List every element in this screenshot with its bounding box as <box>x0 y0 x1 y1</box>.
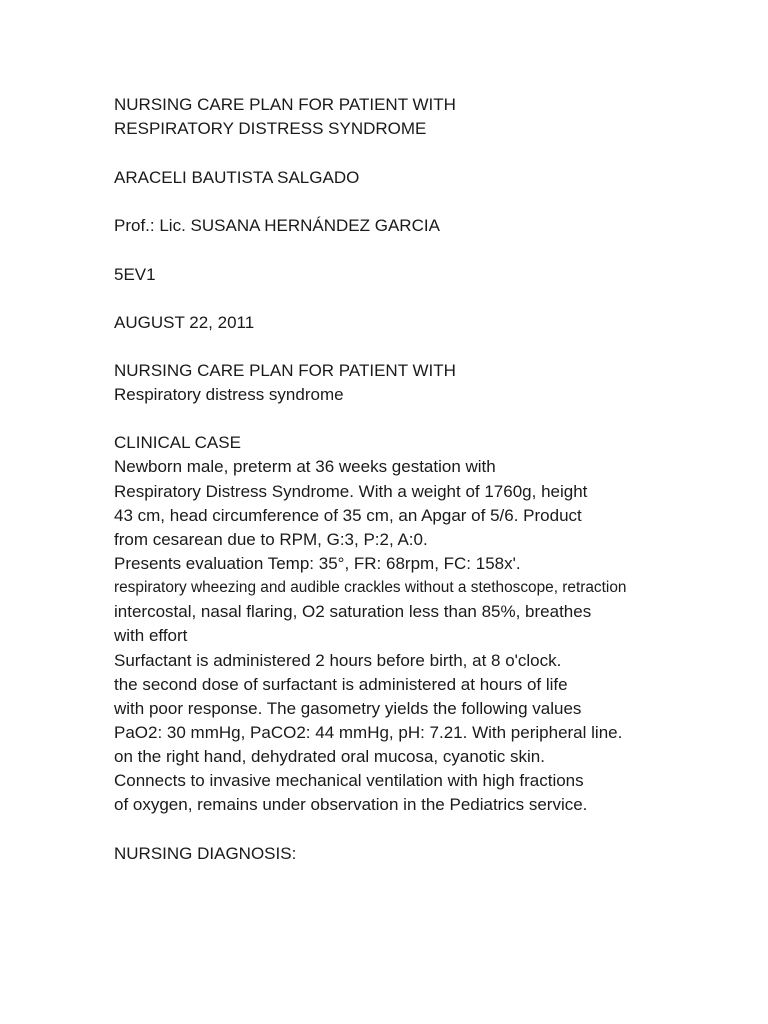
document-date: AUGUST 22, 2011 <box>114 313 255 332</box>
subtitle-line-2: Respiratory distress syndrome <box>114 385 344 404</box>
clinical-case-line: Presents evaluation Temp: 35°, FR: 68rpm, FC: 158x'. <box>114 554 521 573</box>
clinical-case-line: PaO2: 30 mmHg, PaCO2: 44 mmHg, pH: 7.21. With peripheral line. <box>114 723 623 742</box>
clinical-case-line: of oxygen, remains under observation in the Pediatrics service. <box>114 795 588 814</box>
clinical-case-line: with poor response. The gasometry yields the following values <box>114 699 582 718</box>
clinical-case-line: from cesarean due to RPM, G:3, P:2, A:0. <box>114 530 428 549</box>
clinical-case-line: with effort <box>114 626 188 645</box>
clinical-case-line: 43 cm, head circumference of 35 cm, an Apgar of 5/6. Product <box>114 506 582 525</box>
clinical-case-line: on the right hand, dehydrated oral mucosa, cyanotic skin. <box>114 747 545 766</box>
nursing-diagnosis-heading: NURSING DIAGNOSIS: <box>114 844 297 863</box>
subtitle-line-1: NURSING CARE PLAN FOR PATIENT WITH <box>114 361 456 380</box>
clinical-case-line: Surfactant is administered 2 hours before birth, at 8 o'clock. <box>114 651 562 670</box>
clinical-case-line: intercostal, nasal flaring, O2 saturation less than 85%, breathes <box>114 602 592 621</box>
author-name: ARACELI BAUTISTA SALGADO <box>114 168 360 187</box>
clinical-case-line: Respiratory Distress Syndrome. With a weight of 1760g, height <box>114 482 588 501</box>
clinical-case-line: the second dose of surfactant is administered at hours of life <box>114 675 568 694</box>
clinical-case-heading: CLINICAL CASE <box>114 433 241 452</box>
professor-name: Prof.: Lic. SUSANA HERNÁNDEZ GARCIA <box>114 216 440 235</box>
title-line-2: RESPIRATORY DISTRESS SYNDROME <box>114 119 427 138</box>
group-code: 5EV1 <box>114 265 156 284</box>
clinical-case-line: Connects to invasive mechanical ventilation with high fractions <box>114 771 584 790</box>
title-line-1: NURSING CARE PLAN FOR PATIENT WITH <box>114 95 456 114</box>
clinical-case-line: Newborn male, preterm at 36 weeks gestation with <box>114 457 496 476</box>
clinical-case-line: respiratory wheezing and audible crackles without a stethoscope, retraction <box>114 579 627 596</box>
